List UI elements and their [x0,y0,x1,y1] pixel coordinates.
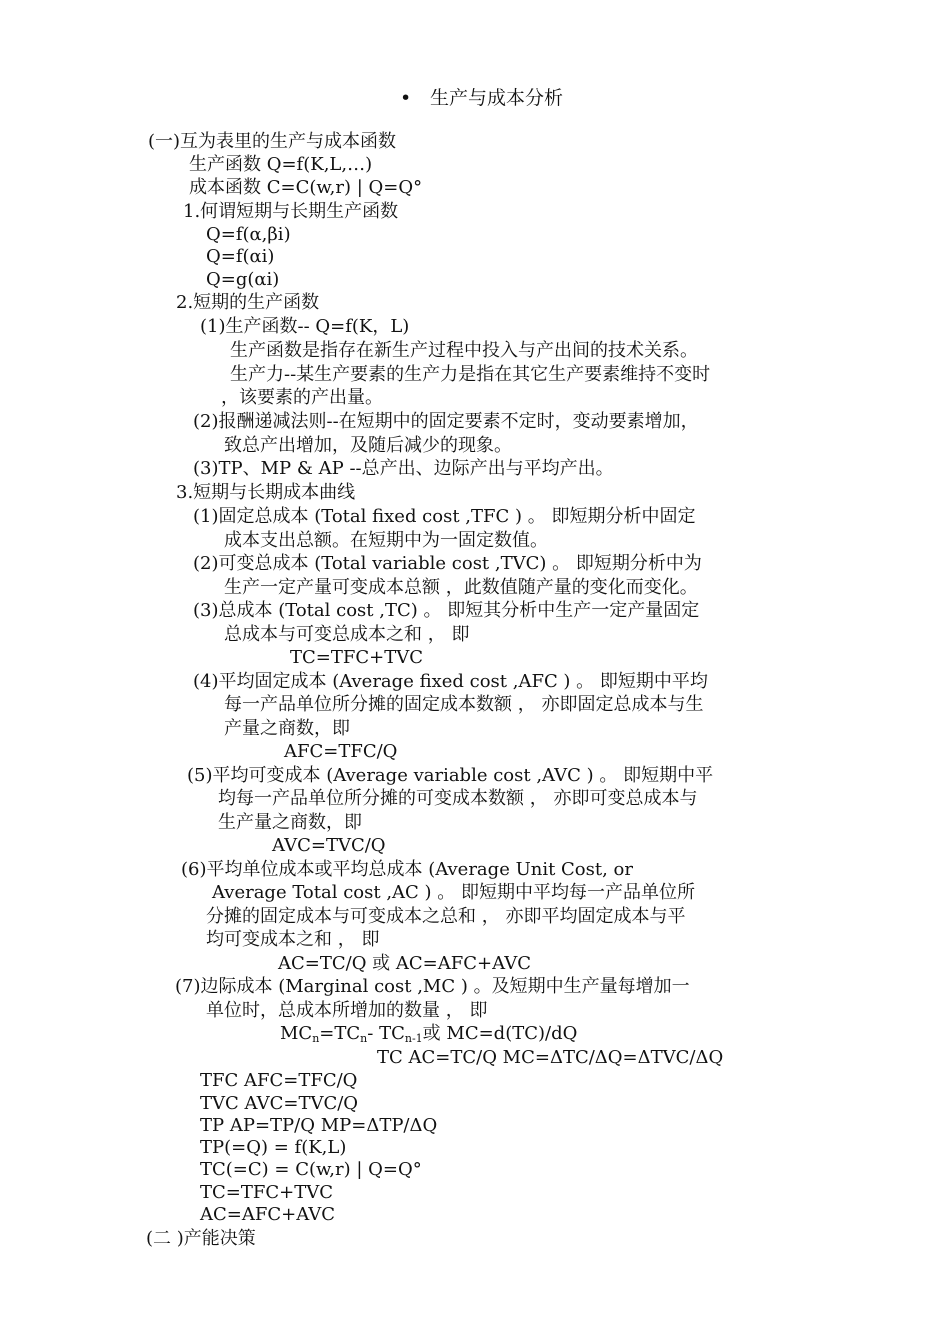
text-line: (4)平均固定成本 (Average fixed cost ,AFC ) 。 即短期中平均 [193,671,708,692]
mc-part: - TC [367,1023,405,1044]
subheading: 3.短期与长期成本曲线 [176,482,356,503]
summary-line: TC AC=TC/Q MC=ΔTC/ΔQ=ΔTVC/ΔQ [377,1047,724,1068]
section-heading-1: (一)互为表里的生产与成本函数 [148,131,397,152]
formula-line: AVC=TVC/Q [272,835,386,856]
text-line: 生产力--某生产要素的生产力是指在其它生产要素维持不变时 [230,364,711,385]
formula-line: Q=f(αi) [206,246,275,267]
text-line: 产量之商数，即 [224,718,350,739]
text-line: 生产一定产量可变成本总额 ，此数值随产量的变化而变化。 [224,577,698,598]
mc-subscript: n [360,1032,368,1045]
text-line: 致总产出增加，及随后减少的现象。 [224,435,512,456]
bullet-icon: • [400,87,412,109]
text-line: 生产函数是指存在新生产过程中投入与产出间的技术关系。 [230,340,698,361]
formula-line: AFC=TFC/Q [284,741,398,762]
subheading: 1.何谓短期与长期生产函数 [183,201,399,222]
mc-formula [280,1023,577,1045]
formula-line: Q=f(α,βi) [206,224,291,245]
text-line: (3)TP、MP & AP --总产出、边际产出与平均产出。 [193,458,614,479]
text-line: 分摊的固定成本与可变成本之总和 ， 亦即平均固定成本与平 [206,906,686,927]
summary-line: TC(=C) = C(w,r) | Q=Q° [200,1159,422,1180]
text-line: (1)固定总成本 (Total fixed cost ,TFC ) 。 即短期分析中固定 [193,506,696,527]
document-title [400,86,563,110]
mc-subscript: n-1 [404,1032,423,1045]
mc-part: 或 MC=d(TC)/dQ [422,1023,578,1044]
text-line: (6)平均单位成本或平均总成本 (Average Unit Cost, or [181,859,634,880]
section-heading-2: (二 )产能决策 [146,1228,256,1249]
text-line: Average Total cost ,AC ) 。 即短期中平均每一产品单位所 [212,882,696,903]
mc-subscript: n [312,1032,320,1045]
summary-line: TC=TFC+TVC [200,1182,333,1203]
text-line: 单位时，总成本所增加的数量 ， 即 [206,1000,488,1021]
text-line: 生产函数 Q=f(K,L,…) [189,154,373,175]
text-line: 每一产品单位所分摊的固定成本数额 ， 亦即固定总成本与生 [224,694,704,715]
text-line: (1)生产函数-- Q=f(K，L) [200,316,410,337]
summary-line: TFC AFC=TFC/Q [200,1070,358,1091]
mc-part: =TC [319,1023,361,1044]
text-line: 成本函数 C=C(w,r) | Q=Q° [189,177,423,198]
text-line: (5)平均可变成本 (Average variable cost ,AVC ) 。 即短期中平 [187,765,714,786]
formula-line: Q=g(αi) [206,269,280,290]
mc-part: MC [280,1023,313,1044]
text-line: 均每一产品单位所分摊的可变成本数额 ， 亦即可变总成本与 [218,788,698,809]
subheading: 2.短期的生产函数 [176,292,320,313]
text-line: (2)可变总成本 (Total variable cost ,TVC) 。 即短期分析中为 [193,553,702,574]
text-line: (2)报酬递减法则--在短期中的固定要素不定时，变动要素增加， [193,411,699,432]
summary-line: TVC AVC=TVC/Q [200,1093,359,1114]
text-line: 总成本与可变总成本之和 ， 即 [224,624,470,645]
text-line: 生产量之商数，即 [218,812,362,833]
formula-line: AC=TC/Q 或 AC=AFC+AVC [278,953,531,974]
summary-line: TP AP=TP/Q MP=ΔTP/ΔQ [200,1115,438,1136]
text-line: 均可变成本之和 ， 即 [206,929,380,950]
title-text: 生产与成本分析 [430,87,564,109]
summary-line: TP(=Q) = f(K,L) [200,1137,347,1158]
text-line: (7)边际成本 (Marginal cost ,MC ) 。及短期中生产量每增加一 [175,976,690,997]
summary-line: AC=AFC+AVC [200,1204,336,1225]
text-line: ，该要素的产出量。 [221,387,383,408]
text-line: 成本支出总额。在短期中为一固定数值。 [224,530,548,551]
formula-line: TC=TFC+TVC [290,647,423,668]
text-line: (3)总成本 (Total cost ,TC) 。 即短其分析中生产一定产量固定 [193,600,700,621]
